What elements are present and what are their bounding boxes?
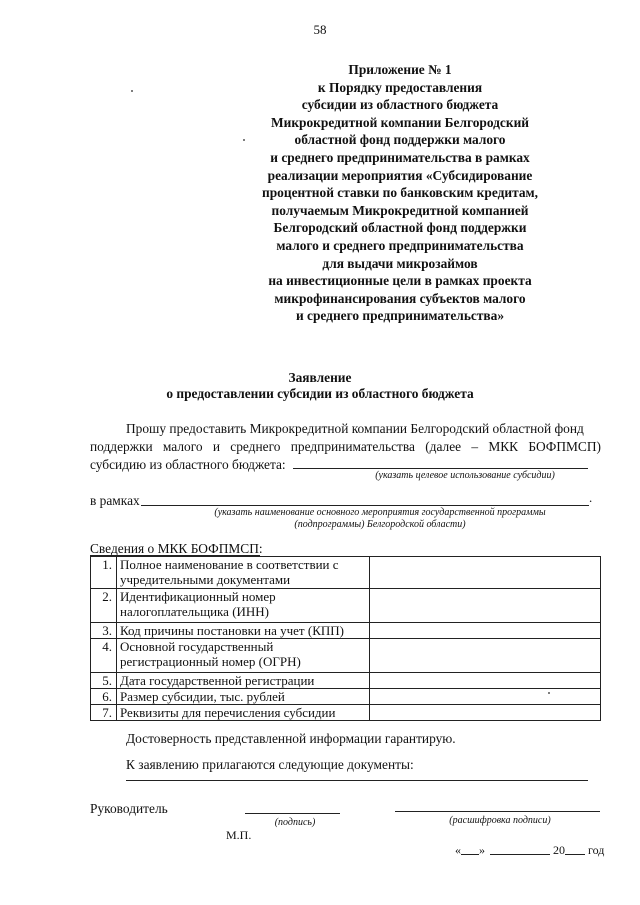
page-number: 58 [313, 22, 327, 37]
document-heading [120, 370, 520, 402]
appendix-line: малого и среднего предпринимательства [276, 237, 524, 253]
attachments-text: К заявлению прилагаются следующие документы: [126, 757, 414, 772]
appendix-line: Приложение № 1 [348, 62, 452, 77]
scan-dot [131, 90, 133, 92]
request-line-2: поддержки малого и среднего предпринимательства (далее – МКК БОФПМСП) [90, 439, 601, 454]
table-row [91, 673, 601, 689]
row-value[interactable] [370, 623, 601, 639]
appendix-line: областной фонд поддержки малого [294, 132, 506, 148]
row-value[interactable] [370, 673, 601, 689]
date-quote-close: » [479, 843, 485, 857]
table-row [91, 689, 601, 705]
row-label: Дата государственной регистрации [117, 673, 370, 689]
info-table [90, 556, 601, 721]
row-value[interactable] [370, 639, 601, 673]
appendix-line: Белгородский областной фонд поддержки [273, 220, 527, 236]
date-month-field[interactable] [490, 854, 550, 855]
subsidy-purpose-field[interactable] [293, 468, 588, 469]
row-number: 7. [91, 705, 117, 721]
date-year-label: год [588, 843, 605, 857]
row-number: 1. [91, 557, 117, 589]
row-label: Размер субсидии, тыс. рублей [117, 689, 370, 705]
appendix-line: и среднего предпринимательства» [295, 308, 505, 324]
row-number: 4. [91, 639, 117, 673]
appendix-line: на инвестиционные цели в рамках проекта [268, 273, 532, 289]
date-year-prefix: 20 [553, 843, 565, 857]
appendix-line: к Порядку предоставления [317, 79, 483, 95]
signature-hint: (подпись) [274, 817, 316, 828]
document-subtitle: о предоставлении субсидии из областного бюджета [166, 386, 474, 401]
stamp-label: М.П. [226, 828, 252, 842]
program-activity-field[interactable] [141, 505, 589, 506]
date-day-field[interactable] [461, 854, 479, 855]
row-label: Идентификационный номер налогоплательщика (ИНН) [117, 589, 370, 623]
appendix-line: процентной ставки по банковским кредитам, [262, 185, 538, 201]
row-label: Полное наименование в соответствии с учредительными документами [117, 557, 370, 589]
appendix-line: микрофинансирования субъектов малого [274, 290, 526, 306]
signature-decode-hint: (расшифровка подписи) [449, 815, 551, 826]
program-activity-hint-2: (подпрограммы) Белгородской области) [294, 519, 466, 530]
signature-field[interactable] [245, 813, 340, 814]
appendix-line: получаемым Микрокредитной компанией [271, 202, 529, 218]
request-line-3: субсидию из областного бюджета: [90, 457, 286, 472]
info-title: Сведения о МКК БОФПМСП: [90, 541, 263, 556]
table-row [91, 589, 601, 623]
signature-decode-field[interactable] [395, 811, 600, 812]
date-quote-open: « [455, 843, 461, 857]
row-value[interactable] [370, 557, 601, 589]
in-frame-label: в рамках [90, 493, 140, 508]
program-activity-hint-1: (указать наименование основного мероприятия государственной программы [214, 507, 546, 518]
request-line-1: Прошу предоставить Микрокредитной компании Белгородский областной фонд [126, 421, 584, 436]
table-row [91, 557, 601, 589]
appendix-line: для выдачи микрозаймов [322, 255, 478, 271]
period-mark: . [589, 490, 593, 505]
appendix-line: и среднего предпринимательства в рамках [270, 149, 530, 165]
table-row [91, 705, 601, 721]
row-value[interactable] [370, 689, 601, 705]
head-label: Руководитель [90, 801, 168, 816]
appendix-line: Микрокредитной компании Белгородский [270, 114, 530, 130]
row-number: 5. [91, 673, 117, 689]
row-label: Код причины постановки на учет (КПП) [117, 623, 370, 639]
row-value[interactable] [370, 589, 601, 623]
row-number: 6. [91, 689, 117, 705]
row-value[interactable] [370, 705, 601, 721]
date-line [455, 843, 604, 857]
subsidy-purpose-hint: (указать целевое использование субсидии) [375, 470, 555, 481]
row-number: 2. [91, 589, 117, 623]
table-row [91, 623, 601, 639]
table-row [91, 639, 601, 673]
row-number: 3. [91, 623, 117, 639]
appendix-line: субсидии из областного бюджета [301, 97, 499, 113]
guarantee-text: Достоверность представленной информации гарантирую. [126, 731, 456, 746]
attachments-field[interactable] [126, 780, 588, 781]
row-label: Реквизиты для перечисления субсидии [117, 705, 370, 721]
appendix-header [200, 61, 600, 325]
document-title: Заявление [288, 370, 352, 385]
row-label: Основной государственный регистрационный номер (ОГРН) [117, 639, 370, 673]
appendix-line: реализации мероприятия «Субсидирование [267, 167, 533, 183]
date-year-field[interactable] [565, 854, 585, 855]
